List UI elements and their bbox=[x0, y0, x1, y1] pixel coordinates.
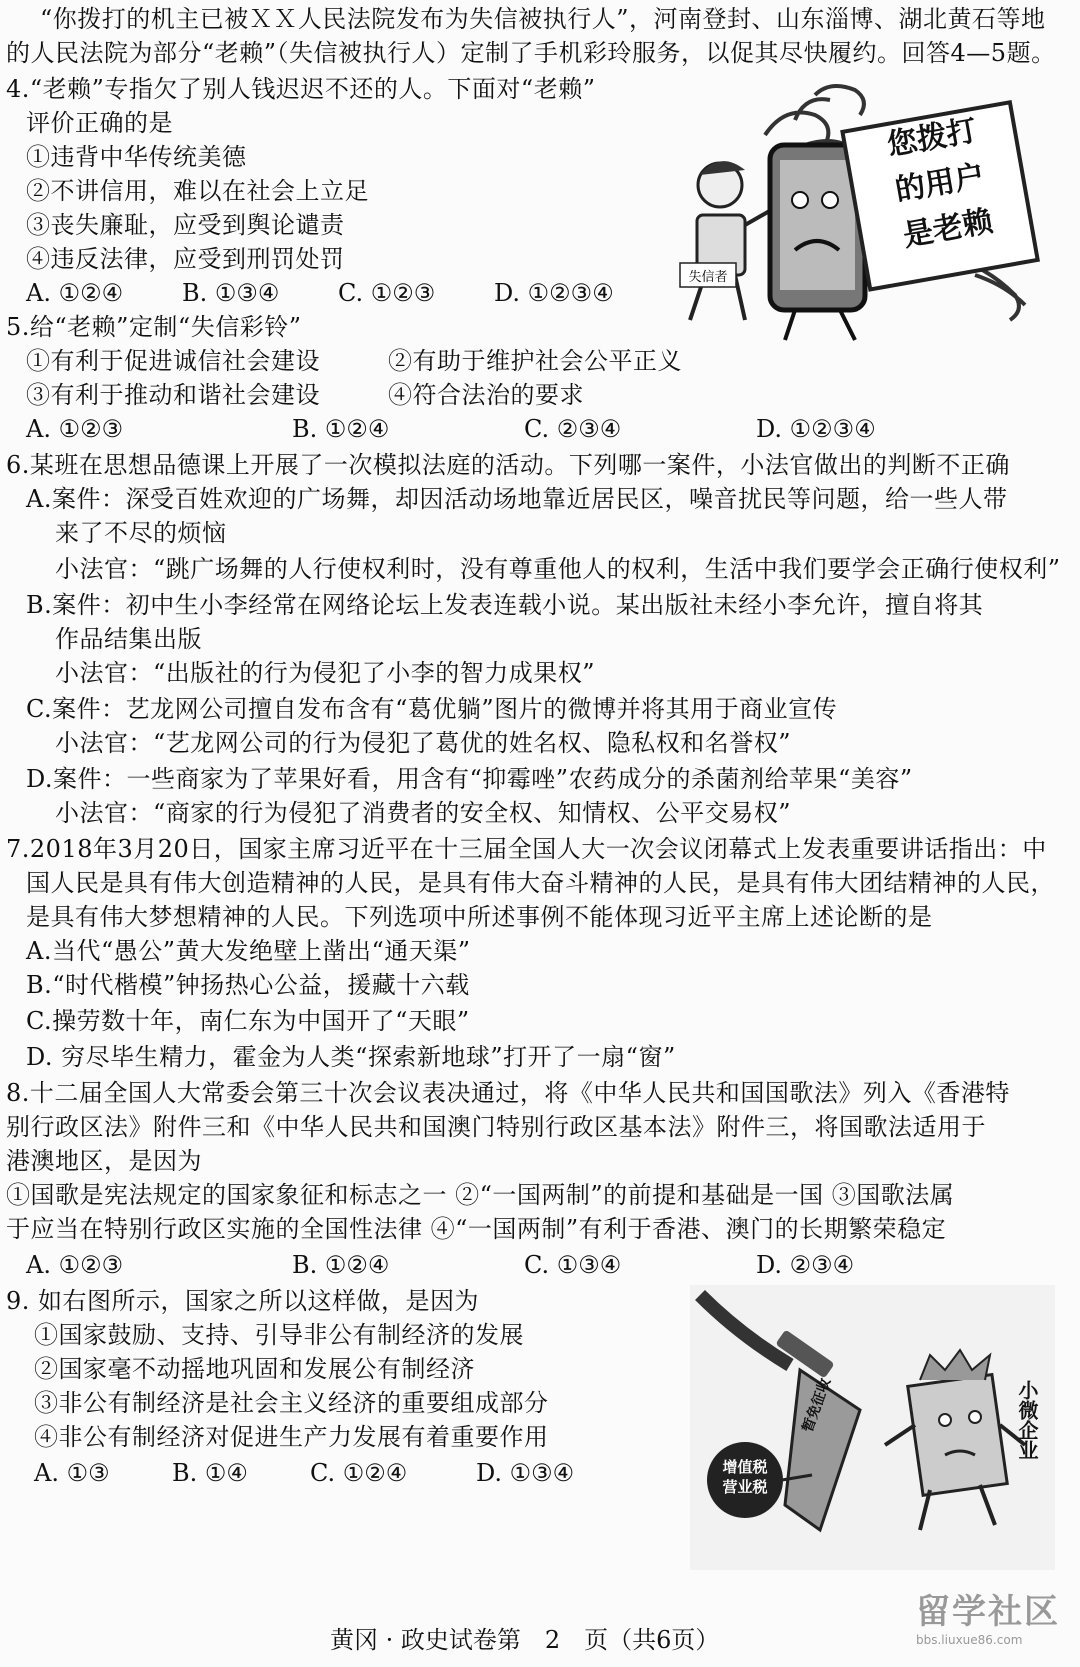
q7-option-b: B.“时代楷模”钟扬热心公益，援藏十六载 bbox=[26, 971, 470, 999]
q4-item-2: ②不讲信用，难以在社会上立足 bbox=[26, 177, 369, 205]
q6-d-1: D.案件：一些商家为了苹果好看，用含有“抑霉唑”农药成分的杀菌剂给苹果“美容” bbox=[26, 765, 913, 793]
q9-option-c: C. ①②④ bbox=[310, 1459, 408, 1487]
q4-option-a: A. ①②④ bbox=[26, 279, 124, 307]
q6-b-3: 小法官：“出版社的行为侵犯了小李的智力成果权” bbox=[55, 659, 596, 687]
q9-item-4: ④非公有制经济对促进生产力发展有着重要作用 bbox=[34, 1423, 549, 1451]
q8-stem-1: 8.十二届全国人大常委会第三十次会议表决通过，将《中华人民共和国国歌法》列入《香港特 bbox=[6, 1079, 1010, 1107]
phone-char-8: 老 bbox=[930, 208, 966, 249]
cartoon-tax-exemption bbox=[690, 1285, 1055, 1570]
q9-item-1: ①国家鼓励、支持、引导非公有制经济的发展 bbox=[34, 1321, 524, 1349]
phone-char-5: 用 bbox=[922, 163, 958, 204]
q4-stem: 4.“老赖”专指欠了别人钱迟迟不还的人。下面对“老赖” bbox=[6, 75, 596, 103]
q6-stem: 6.某班在思想品德课上开展了一次模拟法庭的活动。下列哪一案件，小法官做出的判断不正确 bbox=[6, 451, 1010, 479]
phone-char-7: 是 bbox=[900, 214, 937, 254]
q8-stem-2: 别行政区法》附件三和《中华人民共和国澳门特别行政区基本法》附件三，将国歌法适用于 bbox=[6, 1113, 986, 1141]
watermark bbox=[916, 1584, 1060, 1647]
q6-a-1: A.案件：深受百姓欢迎的广场舞，却因活动场地靠近居民区，噪音扰民等问题，给一些人带 bbox=[26, 485, 1008, 513]
q5-option-c: C. ②③④ bbox=[524, 415, 622, 443]
watermark-url: bbs.liuxue86.com bbox=[916, 1633, 1023, 1647]
cartoon-dishonest-ringtone bbox=[645, 75, 1075, 343]
q4-item-4: ④违反法律，应受到刑罚处罚 bbox=[26, 245, 345, 273]
q9-item-2: ②国家毫不动摇地巩固和发展公有制经济 bbox=[34, 1355, 475, 1383]
blade-text: 暂免征收 bbox=[799, 1376, 835, 1435]
phone-char-6: 户 bbox=[951, 158, 988, 199]
q9-stem: 9. 如右图所示，国家之所以这样做，是因为 bbox=[6, 1287, 480, 1315]
q8-option-b: B. ①②④ bbox=[292, 1251, 390, 1279]
q5-item-4: ④符合法治的要求 bbox=[388, 381, 584, 409]
q5-item-2: ②有助于维护社会公平正义 bbox=[388, 347, 682, 375]
q4-option-c: C. ①②③ bbox=[338, 279, 436, 307]
page-footer: 黄冈 · 政史试卷第 2 页（共6页） bbox=[330, 1626, 720, 1654]
phone-char-4: 的 bbox=[892, 168, 929, 209]
q9-option-d: D. ①③④ bbox=[476, 1459, 575, 1487]
intro-line-2: 的人民法院为部分“老赖”（失信被执行人）定制了手机彩玲服务，以促其尽快履约。回答4—5题。 bbox=[6, 39, 1056, 67]
q7-stem-3: 是具有伟大梦想精神的人民。下列选项中所述事例不能体现习近平主席上述论断的是 bbox=[26, 903, 933, 931]
q4-item-3: ③丧失廉耻，应受到舆论谴责 bbox=[26, 211, 345, 239]
q6-b-2: 作品结集出版 bbox=[55, 625, 202, 653]
q6-d-2: 小法官：“商家的行为侵犯了消费者的安全权、知情权、公平交易权” bbox=[55, 799, 792, 827]
q8-option-c: C. ①③④ bbox=[524, 1251, 622, 1279]
q6-a-2: 来了不尽的烦恼 bbox=[55, 519, 227, 547]
ball-text-business: 营业税 bbox=[722, 1478, 768, 1496]
cartoon-tax-drawing bbox=[690, 1285, 1055, 1570]
q5-option-b: B. ①②④ bbox=[292, 415, 390, 443]
q5-item-3: ③有利于推动和谐社会建设 bbox=[26, 381, 320, 409]
q7-stem-1: 7.2018年3月20日，国家主席习近平在十三届全国人大一次会议闭幕式上发表重要讲话指出：中 bbox=[6, 835, 1047, 863]
q5-option-a: A. ①②③ bbox=[26, 415, 124, 443]
q6-a-3: 小法官：“跳广场舞的人行使权利时，没有尊重他人的权利，生活中我们要学会正确行使权利” bbox=[55, 555, 1061, 583]
q8-option-d: D. ②③④ bbox=[756, 1251, 855, 1279]
q4-stem-2: 评价正确的是 bbox=[26, 109, 173, 137]
q9-item-3: ③非公有制经济是社会主义经济的重要组成部分 bbox=[34, 1389, 549, 1417]
q5-item-1: ①有利于促进诚信社会建设 bbox=[26, 347, 320, 375]
phone-char-2: 拨 bbox=[914, 118, 950, 159]
phone-char-1: 您 bbox=[884, 123, 921, 164]
q6-c-1: C.案件：艺龙网公司擅自发布含有“葛优躺”图片的微博并将其用于商业宣传 bbox=[26, 695, 838, 723]
q4-option-d: D. ①②③④ bbox=[494, 279, 614, 307]
q7-option-a: A.当代“愚公”黄大发绝壁上凿出“通天渠” bbox=[26, 937, 471, 965]
intro-line-1: “你拨打的机主已被ＸＸ人民法院发布为失信被执行人”，河南登封、山东淄博、湖北黄石等地 bbox=[40, 5, 1046, 33]
q8-option-a: A. ①②③ bbox=[26, 1251, 124, 1279]
ball-text-vat: 增值税 bbox=[722, 1458, 768, 1476]
q7-option-d: D. 穷尽毕生精力，霍金为人类“探索新地球”打开了一扇“窗” bbox=[26, 1043, 676, 1071]
person-label: 失信者 bbox=[688, 270, 728, 285]
q5-option-d: D. ①②③④ bbox=[756, 415, 876, 443]
q4-option-b: B. ①③④ bbox=[182, 279, 280, 307]
q7-option-c: C.操劳数十年，南仁东为中国开了“天眼” bbox=[26, 1007, 470, 1035]
q7-stem-2: 国人民是具有伟大创造精神的人民，是具有伟大奋斗精神的人民，是具有伟大团结精神的人民， bbox=[26, 869, 1055, 897]
phone-char-9: 赖 bbox=[959, 203, 996, 244]
q9-option-a: A. ①③ bbox=[34, 1459, 110, 1487]
q8-items-2: 于应当在特别行政区实施的全国性法律 ④“一国两制”有利于香港、澳门的长期繁荣稳定 bbox=[6, 1215, 947, 1243]
q6-b-1: B.案件：初中生小李经常在网络论坛上发表连载小说。某出版社未经小李允许，擅自将其 bbox=[26, 591, 984, 619]
q4-item-1: ①违背中华传统美德 bbox=[26, 143, 247, 171]
q8-stem-3: 港澳地区，是因为 bbox=[6, 1147, 202, 1175]
q8-items-1: ①国歌是宪法规定的国家象征和标志之一 ②“一国两制”的前提和基础是一国 ③国歌法属 bbox=[6, 1181, 955, 1209]
q9-option-b: B. ①④ bbox=[172, 1459, 248, 1487]
watermark-logo: 留学社区 bbox=[916, 1592, 1060, 1632]
q6-c-2: 小法官：“艺龙网公司的行为侵犯了葛优的姓名权、隐私权和名誉权” bbox=[55, 729, 792, 757]
q5-stem: 5.给“老赖”定制“失信彩铃” bbox=[6, 313, 302, 341]
enterprise-label: 小微企业 bbox=[1015, 1380, 1039, 1460]
phone-char-3: 打 bbox=[943, 113, 980, 153]
